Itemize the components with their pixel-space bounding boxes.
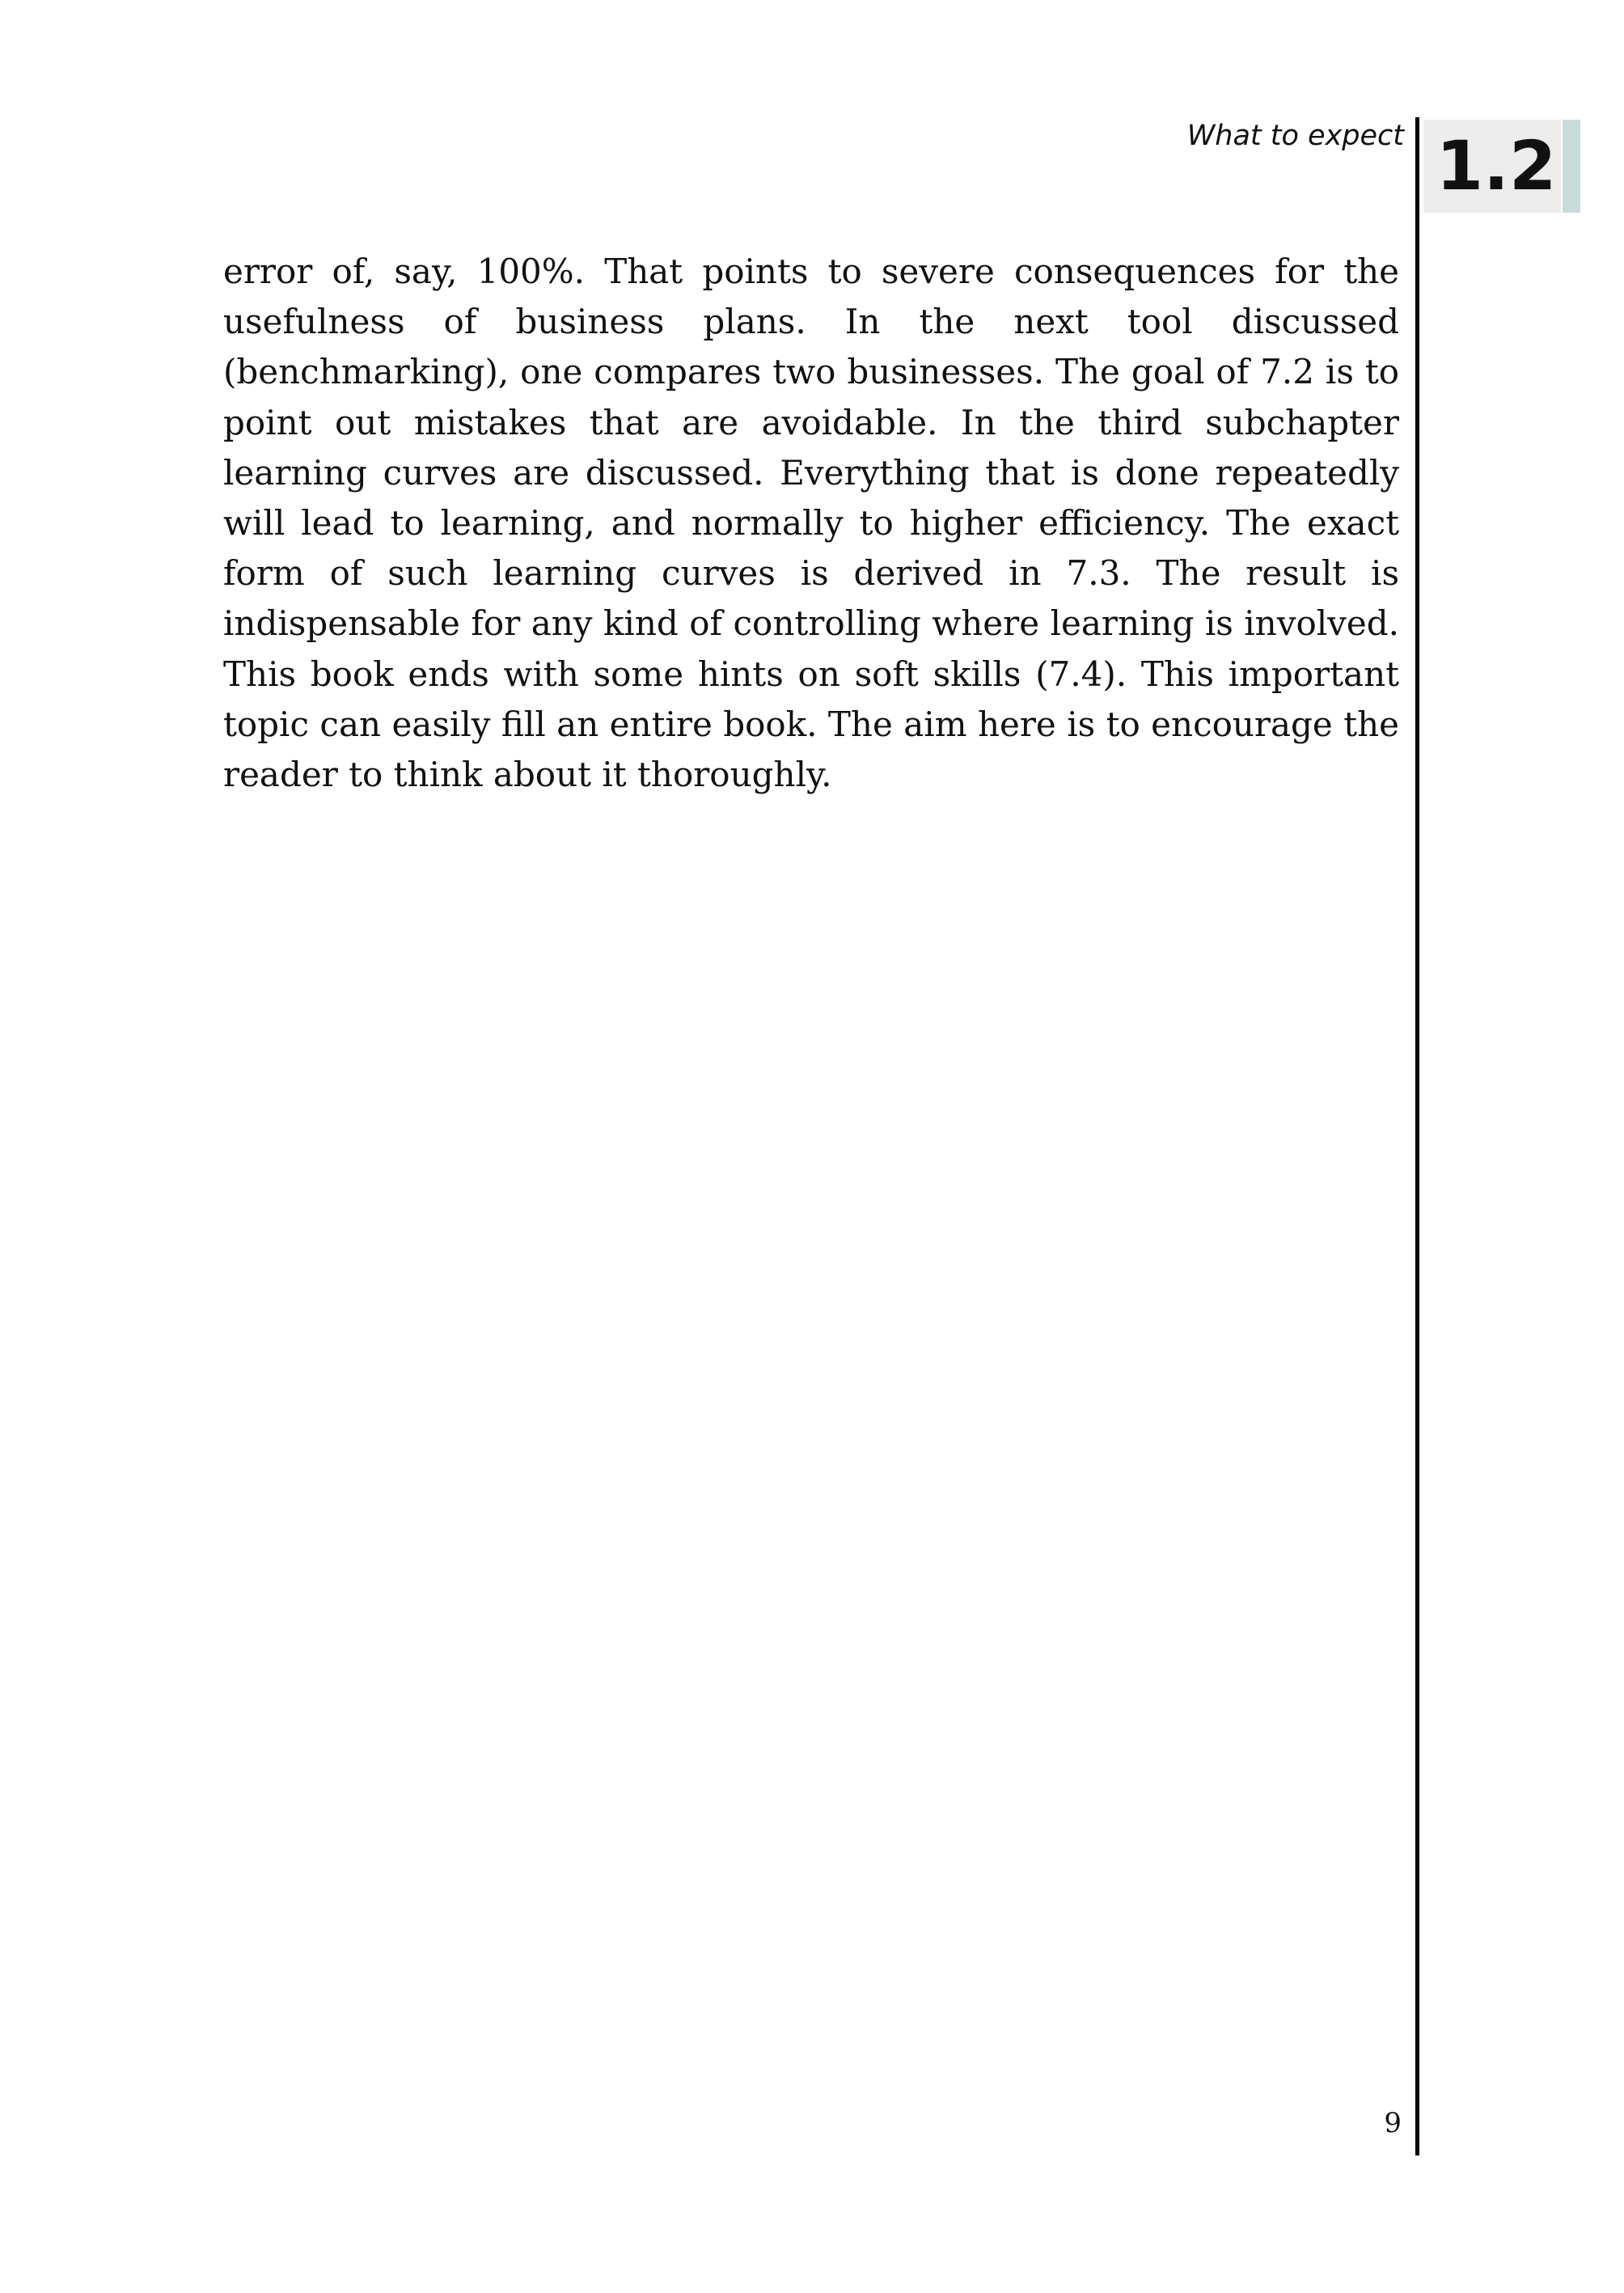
section-number: 1.2 [1436,126,1557,205]
page-number: 9 [1384,2107,1402,2139]
body-paragraph: error of, say, 100%. That points to severe consequences for the usefulness of business plans. In the next tool discussed (benchmarking), one compares two businesses. The goal of 7.2 is to point out mistakes that are avoidable. In the third subchapter learning curves are discussed. Everything that is done repeatedly will lead to learning, and normally to higher efficiency. The exact form of such learning curves is derived in 7.3. The result is indispensable for any kind of controlling where learning is involved. This book ends with some hints on soft skills (7.4). This important topic can easily fill an entire book. The aim here is to encourage the reader to think about it thoroughly. [223,252,1399,795]
section-tab-accent [1563,120,1580,213]
vertical-margin-rule [1415,117,1419,2156]
running-header-title: What to expect [1186,120,1404,152]
